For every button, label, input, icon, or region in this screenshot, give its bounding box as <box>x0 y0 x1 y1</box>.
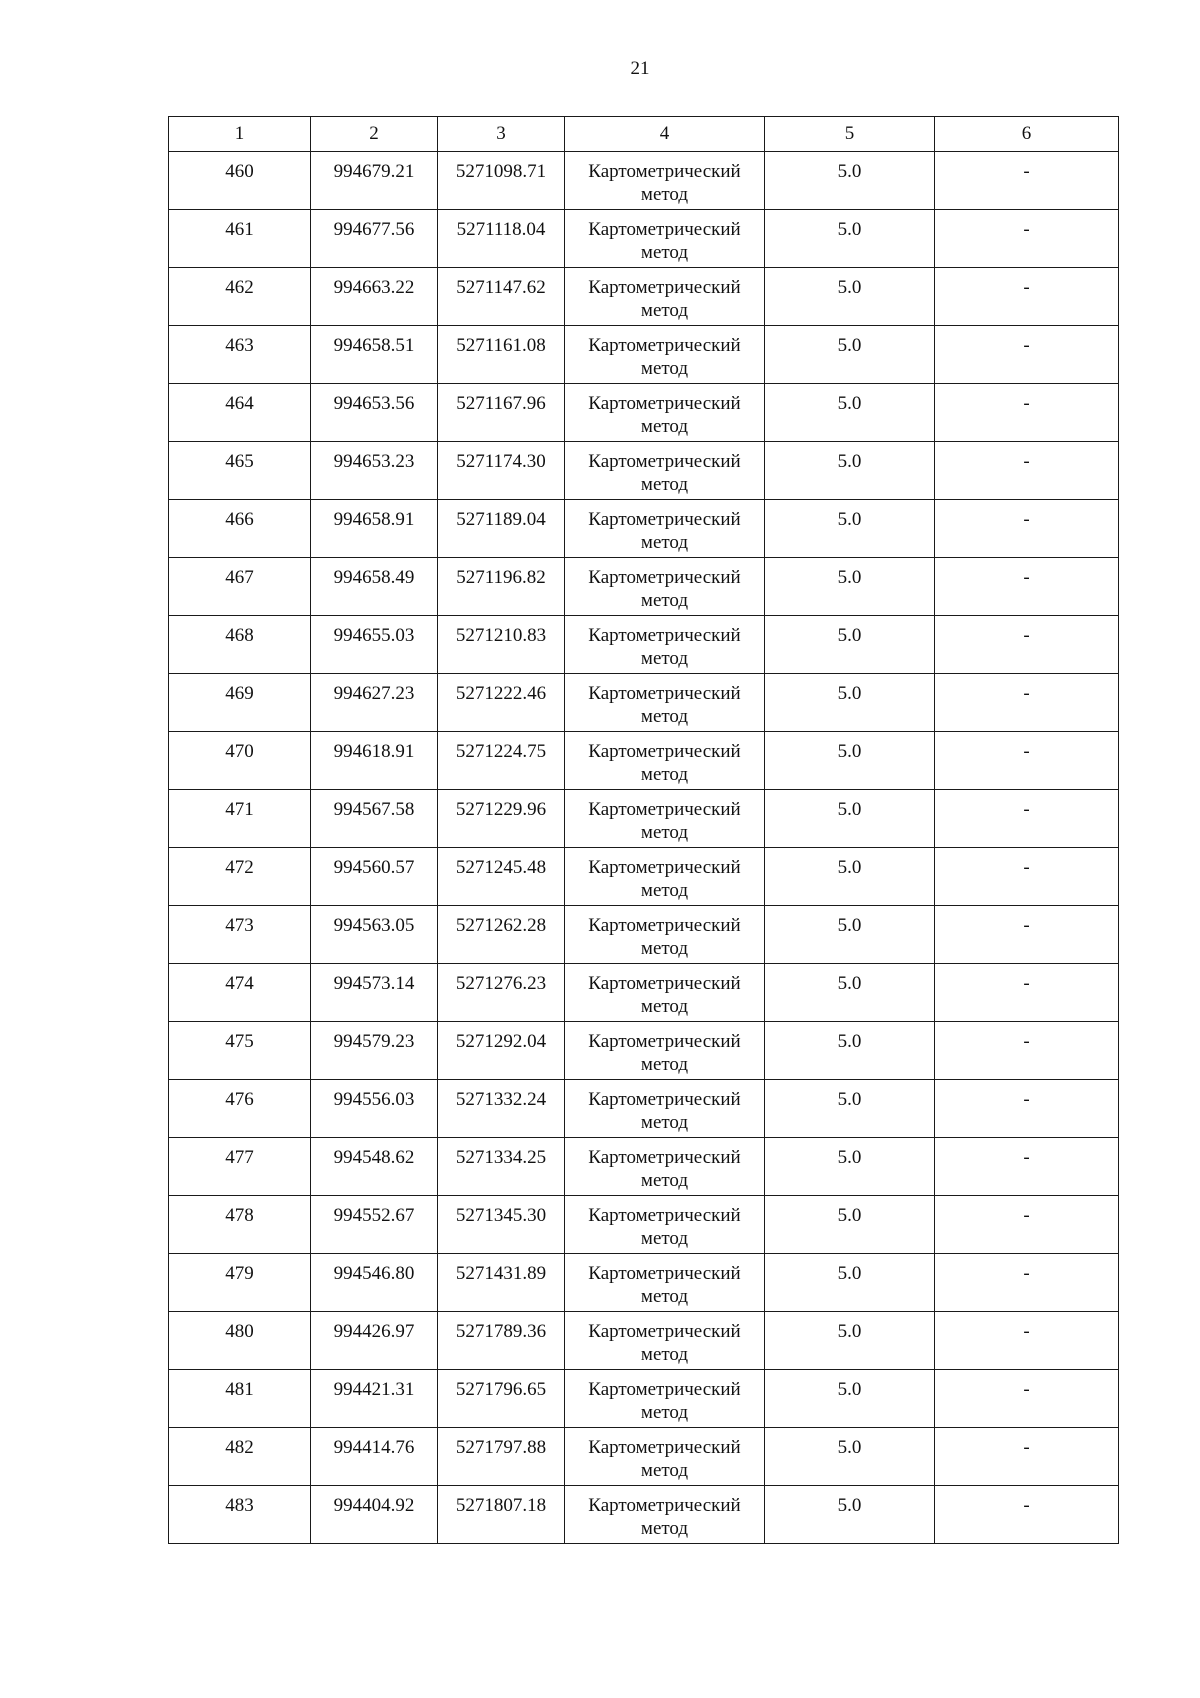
table-header-row <box>169 117 1119 152</box>
note-cell: - <box>935 500 1119 558</box>
method-text-line1: Картометрический <box>588 1321 741 1342</box>
method-text-line1: Картометрический <box>588 451 741 472</box>
y-coordinate-cell: 5271224.75 <box>438 732 565 790</box>
method-text-line1: Картометрический <box>588 1495 741 1516</box>
note-cell: - <box>935 152 1119 210</box>
x-coordinate-cell: 994658.49 <box>311 558 438 616</box>
method-text-line2: метод <box>640 648 689 669</box>
y-coordinate-cell: 5271292.04 <box>438 1022 565 1080</box>
method-cell <box>565 500 765 558</box>
point-number-cell: 470 <box>169 732 311 790</box>
note-cell: - <box>935 1022 1119 1080</box>
method-text-line1: Картометрический <box>588 567 741 588</box>
note-cell: - <box>935 442 1119 500</box>
table-row <box>169 210 1119 268</box>
method-text-line1: Картометрический <box>588 915 741 936</box>
method-text-line1: Картометрический <box>588 741 741 762</box>
method-cell <box>565 1196 765 1254</box>
accuracy-cell: 5.0 <box>765 500 935 558</box>
point-number-cell: 469 <box>169 674 311 732</box>
note-cell: - <box>935 732 1119 790</box>
y-coordinate-cell: 5271189.04 <box>438 500 565 558</box>
method-cell <box>565 210 765 268</box>
method-cell <box>565 732 765 790</box>
method-text-line1: Картометрический <box>588 857 741 878</box>
note-cell: - <box>935 616 1119 674</box>
method-text-line1: Картометрический <box>588 277 741 298</box>
point-number-cell: 475 <box>169 1022 311 1080</box>
point-number-cell: 482 <box>169 1428 311 1486</box>
y-coordinate-cell: 5271147.62 <box>438 268 565 326</box>
y-coordinate-cell: 5271161.08 <box>438 326 565 384</box>
method-cell <box>565 326 765 384</box>
x-coordinate-cell: 994579.23 <box>311 1022 438 1080</box>
accuracy-cell: 5.0 <box>765 1254 935 1312</box>
method-text-line1: Картометрический <box>588 1031 741 1052</box>
method-text-line2: метод <box>640 1054 689 1075</box>
x-coordinate-cell: 994627.23 <box>311 674 438 732</box>
method-text-line1: Картометрический <box>588 1147 741 1168</box>
accuracy-cell: 5.0 <box>765 732 935 790</box>
method-text-line2: метод <box>640 1460 689 1481</box>
point-number-cell: 466 <box>169 500 311 558</box>
point-number-cell: 468 <box>169 616 311 674</box>
method-text-line2: метод <box>640 1170 689 1191</box>
accuracy-cell: 5.0 <box>765 1370 935 1428</box>
method-cell <box>565 616 765 674</box>
x-coordinate-cell: 994552.67 <box>311 1196 438 1254</box>
point-number-cell: 461 <box>169 210 311 268</box>
y-coordinate-cell: 5271222.46 <box>438 674 565 732</box>
note-cell: - <box>935 210 1119 268</box>
table-row <box>169 1254 1119 1312</box>
note-cell: - <box>935 1370 1119 1428</box>
table-row <box>169 1022 1119 1080</box>
method-text-line1: Картометрический <box>588 973 741 994</box>
method-cell <box>565 442 765 500</box>
method-text-line2: метод <box>640 1228 689 1249</box>
accuracy-cell: 5.0 <box>765 1486 935 1544</box>
x-coordinate-cell: 994618.91 <box>311 732 438 790</box>
note-cell: - <box>935 1428 1119 1486</box>
method-text-line2: метод <box>640 706 689 727</box>
table-row <box>169 964 1119 1022</box>
note-cell: - <box>935 790 1119 848</box>
x-coordinate-cell: 994404.92 <box>311 1486 438 1544</box>
x-coordinate-cell: 994655.03 <box>311 616 438 674</box>
x-coordinate-cell: 994658.91 <box>311 500 438 558</box>
column-header: 6 <box>935 117 1119 152</box>
note-cell: - <box>935 1486 1119 1544</box>
point-number-cell: 483 <box>169 1486 311 1544</box>
method-cell <box>565 384 765 442</box>
table-row <box>169 906 1119 964</box>
method-cell <box>565 674 765 732</box>
note-cell: - <box>935 558 1119 616</box>
y-coordinate-cell: 5271334.25 <box>438 1138 565 1196</box>
method-text-line2: метод <box>640 1344 689 1365</box>
method-text-line2: метод <box>640 184 689 205</box>
method-text-line1: Картометрический <box>588 1089 741 1110</box>
y-coordinate-cell: 5271345.30 <box>438 1196 565 1254</box>
method-text-line2: метод <box>640 1112 689 1133</box>
method-cell <box>565 1312 765 1370</box>
y-coordinate-cell: 5271807.18 <box>438 1486 565 1544</box>
point-number-cell: 465 <box>169 442 311 500</box>
y-coordinate-cell: 5271174.30 <box>438 442 565 500</box>
accuracy-cell: 5.0 <box>765 906 935 964</box>
point-number-cell: 462 <box>169 268 311 326</box>
x-coordinate-cell: 994653.23 <box>311 442 438 500</box>
method-text-line2: метод <box>640 416 689 437</box>
method-text-line1: Картометрический <box>588 1263 741 1284</box>
x-coordinate-cell: 994560.57 <box>311 848 438 906</box>
table-row <box>169 1486 1119 1544</box>
point-number-cell: 476 <box>169 1080 311 1138</box>
table-row <box>169 442 1119 500</box>
table-body <box>169 152 1119 1544</box>
note-cell: - <box>935 384 1119 442</box>
method-text-line2: метод <box>640 880 689 901</box>
note-cell: - <box>935 1080 1119 1138</box>
accuracy-cell: 5.0 <box>765 268 935 326</box>
x-coordinate-cell: 994677.56 <box>311 210 438 268</box>
method-text-line1: Картометрический <box>588 683 741 704</box>
accuracy-cell: 5.0 <box>765 1080 935 1138</box>
accuracy-cell: 5.0 <box>765 790 935 848</box>
method-text-line1: Картометрический <box>588 509 741 530</box>
y-coordinate-cell: 5271196.82 <box>438 558 565 616</box>
method-cell <box>565 558 765 616</box>
y-coordinate-cell: 5271276.23 <box>438 964 565 1022</box>
method-text-line2: метод <box>640 590 689 611</box>
point-number-cell: 473 <box>169 906 311 964</box>
method-text-line1: Картометрический <box>588 161 741 182</box>
table-row <box>169 268 1119 326</box>
point-number-cell: 463 <box>169 326 311 384</box>
table-row <box>169 500 1119 558</box>
method-cell <box>565 1022 765 1080</box>
accuracy-cell: 5.0 <box>765 1428 935 1486</box>
note-cell: - <box>935 1138 1119 1196</box>
point-number-cell: 480 <box>169 1312 311 1370</box>
method-text-line2: метод <box>640 474 689 495</box>
method-text-line1: Картометрический <box>588 393 741 414</box>
point-number-cell: 464 <box>169 384 311 442</box>
point-number-cell: 467 <box>169 558 311 616</box>
method-text-line1: Картометрический <box>588 1437 741 1458</box>
accuracy-cell: 5.0 <box>765 558 935 616</box>
method-cell <box>565 1428 765 1486</box>
column-header: 4 <box>565 117 765 152</box>
method-text-line2: метод <box>640 938 689 959</box>
accuracy-cell: 5.0 <box>765 674 935 732</box>
x-coordinate-cell: 994567.58 <box>311 790 438 848</box>
x-coordinate-cell: 994573.14 <box>311 964 438 1022</box>
method-text-line2: метод <box>640 1402 689 1423</box>
column-header: 1 <box>169 117 311 152</box>
y-coordinate-cell: 5271167.96 <box>438 384 565 442</box>
accuracy-cell: 5.0 <box>765 848 935 906</box>
x-coordinate-cell: 994421.31 <box>311 1370 438 1428</box>
method-text-line2: метод <box>640 300 689 321</box>
method-text-line1: Картометрический <box>588 799 741 820</box>
point-number-cell: 477 <box>169 1138 311 1196</box>
x-coordinate-cell: 994663.22 <box>311 268 438 326</box>
note-cell: - <box>935 906 1119 964</box>
method-text-line2: метод <box>640 822 689 843</box>
table-row <box>169 848 1119 906</box>
x-coordinate-cell: 994563.05 <box>311 906 438 964</box>
method-cell <box>565 964 765 1022</box>
table-row <box>169 558 1119 616</box>
accuracy-cell: 5.0 <box>765 152 935 210</box>
table-row <box>169 1138 1119 1196</box>
note-cell: - <box>935 964 1119 1022</box>
method-cell <box>565 268 765 326</box>
y-coordinate-cell: 5271262.28 <box>438 906 565 964</box>
x-coordinate-cell: 994426.97 <box>311 1312 438 1370</box>
method-cell <box>565 1080 765 1138</box>
accuracy-cell: 5.0 <box>765 210 935 268</box>
method-text-line1: Картометрический <box>588 219 741 240</box>
method-text-line1: Картометрический <box>588 625 741 646</box>
method-text-line1: Картометрический <box>588 1205 741 1226</box>
x-coordinate-cell: 994556.03 <box>311 1080 438 1138</box>
table-row <box>169 790 1119 848</box>
table-row <box>169 1080 1119 1138</box>
column-header: 5 <box>765 117 935 152</box>
y-coordinate-cell: 5271245.48 <box>438 848 565 906</box>
note-cell: - <box>935 268 1119 326</box>
point-number-cell: 478 <box>169 1196 311 1254</box>
x-coordinate-cell: 994414.76 <box>311 1428 438 1486</box>
method-text-line2: метод <box>640 358 689 379</box>
table-row <box>169 384 1119 442</box>
method-cell <box>565 1138 765 1196</box>
table-row <box>169 674 1119 732</box>
method-text-line2: метод <box>640 996 689 1017</box>
y-coordinate-cell: 5271796.65 <box>438 1370 565 1428</box>
point-number-cell: 472 <box>169 848 311 906</box>
table-row <box>169 616 1119 674</box>
y-coordinate-cell: 5271118.04 <box>438 210 565 268</box>
method-text-line1: Картометрический <box>588 1379 741 1400</box>
table-row <box>169 1428 1119 1486</box>
point-number-cell: 471 <box>169 790 311 848</box>
accuracy-cell: 5.0 <box>765 964 935 1022</box>
y-coordinate-cell: 5271332.24 <box>438 1080 565 1138</box>
method-cell <box>565 152 765 210</box>
y-coordinate-cell: 5271789.36 <box>438 1312 565 1370</box>
accuracy-cell: 5.0 <box>765 1312 935 1370</box>
accuracy-cell: 5.0 <box>765 384 935 442</box>
table-row <box>169 732 1119 790</box>
method-cell <box>565 1254 765 1312</box>
method-text-line1: Картометрический <box>588 335 741 356</box>
coordinates-table <box>168 116 1119 1544</box>
method-cell <box>565 848 765 906</box>
note-cell: - <box>935 1254 1119 1312</box>
note-cell: - <box>935 1312 1119 1370</box>
note-cell: - <box>935 848 1119 906</box>
table-row <box>169 326 1119 384</box>
method-cell <box>565 1370 765 1428</box>
y-coordinate-cell: 5271229.96 <box>438 790 565 848</box>
table-row <box>169 1196 1119 1254</box>
method-cell <box>565 1486 765 1544</box>
page-number: 21 <box>630 58 650 79</box>
note-cell: - <box>935 674 1119 732</box>
accuracy-cell: 5.0 <box>765 1022 935 1080</box>
column-header: 3 <box>438 117 565 152</box>
x-coordinate-cell: 994679.21 <box>311 152 438 210</box>
y-coordinate-cell: 5271098.71 <box>438 152 565 210</box>
accuracy-cell: 5.0 <box>765 1138 935 1196</box>
method-cell <box>565 790 765 848</box>
method-text-line2: метод <box>640 764 689 785</box>
method-text-line2: метод <box>640 1518 689 1539</box>
table-row <box>169 1312 1119 1370</box>
table-row <box>169 152 1119 210</box>
point-number-cell: 460 <box>169 152 311 210</box>
point-number-cell: 481 <box>169 1370 311 1428</box>
accuracy-cell: 5.0 <box>765 1196 935 1254</box>
x-coordinate-cell: 994658.51 <box>311 326 438 384</box>
method-text-line2: метод <box>640 1286 689 1307</box>
point-number-cell: 474 <box>169 964 311 1022</box>
accuracy-cell: 5.0 <box>765 616 935 674</box>
method-text-line2: метод <box>640 532 689 553</box>
x-coordinate-cell: 994546.80 <box>311 1254 438 1312</box>
y-coordinate-cell: 5271797.88 <box>438 1428 565 1486</box>
x-coordinate-cell: 994548.62 <box>311 1138 438 1196</box>
table-row <box>169 1370 1119 1428</box>
y-coordinate-cell: 5271431.89 <box>438 1254 565 1312</box>
point-number-cell: 479 <box>169 1254 311 1312</box>
y-coordinate-cell: 5271210.83 <box>438 616 565 674</box>
column-header: 2 <box>311 117 438 152</box>
accuracy-cell: 5.0 <box>765 326 935 384</box>
x-coordinate-cell: 994653.56 <box>311 384 438 442</box>
method-text-line2: метод <box>640 242 689 263</box>
note-cell: - <box>935 326 1119 384</box>
method-cell <box>565 906 765 964</box>
accuracy-cell: 5.0 <box>765 442 935 500</box>
note-cell: - <box>935 1196 1119 1254</box>
